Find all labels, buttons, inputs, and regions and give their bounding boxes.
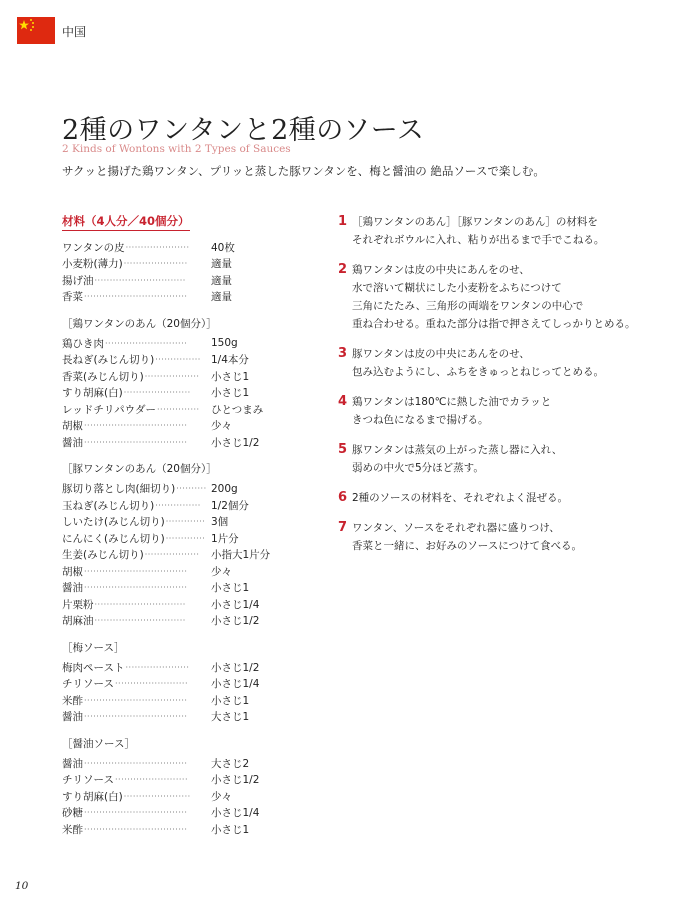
ingredient-quantity: 少々: [211, 565, 232, 578]
step-number: 7: [338, 520, 348, 535]
ingredient-name: しいたけ(みじん切り): [62, 516, 165, 529]
ingredient-quantity: 150g: [211, 337, 238, 350]
step-text-line: 包み込むようにし、ふちをきゅっとねじってとめる。: [352, 366, 604, 378]
dot-leader: ······················: [123, 791, 191, 801]
ingredient-row: [62, 755, 282, 772]
ingredient-row: [62, 434, 282, 451]
ingredient-row: [62, 514, 282, 531]
ingredient-quantity: 3個: [211, 516, 229, 529]
ingredient-row: [62, 385, 282, 402]
dot-leader: ··································: [84, 808, 188, 818]
ingredient-name: チリソース: [62, 774, 114, 787]
ingredient-row: [62, 772, 282, 789]
ingredient-name: 香菜(みじん切り): [62, 370, 144, 383]
ingredient-name: 長ねぎ(みじん切り): [62, 354, 155, 367]
dot-leader: ··················: [144, 371, 200, 381]
ingredients-section: [62, 213, 282, 838]
step-item: [338, 519, 638, 555]
ingredient-name: 醤油: [62, 582, 83, 595]
step-item: [338, 489, 638, 507]
ingredient-row: [62, 418, 282, 435]
dot-leader: ························: [114, 679, 189, 689]
ingredient-quantity: 大さじ2: [211, 757, 250, 770]
ingredient-row: [62, 239, 282, 256]
ingredient-name: 小麦粉(薄力): [62, 258, 123, 271]
ingredient-row: [62, 613, 282, 630]
step-text-line: それぞれボウルに入れ、粘りが出るまで手でこねる。: [352, 234, 605, 246]
dot-leader: ·····················: [123, 259, 188, 269]
dot-leader: ·····················: [125, 242, 190, 252]
ingredient-row: [62, 659, 282, 676]
ingredient-name: すり胡麻(白): [62, 790, 123, 803]
ingredient-name: ワンタンの皮: [62, 241, 125, 254]
step-number: 4: [338, 394, 348, 409]
ingredient-quantity: 小さじ1/4: [211, 678, 260, 691]
china-flag-icon: [17, 17, 55, 44]
ingredient-quantity: 小さじ1: [211, 694, 250, 707]
country-label: 中国: [62, 25, 87, 39]
ingredient-name: 米酢: [62, 823, 83, 836]
ingredient-row: [62, 289, 282, 306]
recipe-subtitle: 2 Kinds of Wontons with 2 Types of Sauces: [62, 143, 291, 155]
dot-leader: ··································: [84, 758, 188, 768]
dot-leader: ··································: [84, 695, 188, 705]
step-number: 5: [338, 442, 348, 457]
dot-leader: ···············: [155, 355, 201, 365]
step-item: [338, 393, 638, 429]
ingredient-name: 砂糖: [62, 807, 83, 820]
dot-leader: ··································: [84, 583, 188, 593]
ingredients-heading: 材料（4人分／40個分）: [62, 213, 190, 231]
step-number: 1: [338, 214, 348, 229]
step-text-line: ［鶏ワンタンのあん］［豚ワンタンのあん］の材料を: [352, 216, 598, 228]
ingredient-row: [62, 709, 282, 726]
dot-leader: ······························: [94, 616, 186, 626]
step-number: 2: [338, 262, 348, 277]
dot-leader: ······················: [123, 388, 191, 398]
ingredient-quantity: 1/2個分: [211, 499, 249, 512]
ingredient-row: [62, 805, 282, 822]
ingredient-quantity: 少々: [211, 790, 232, 803]
ingredient-name: チリソース: [62, 678, 114, 691]
dot-leader: ··································: [84, 566, 188, 576]
steps-section: [338, 213, 638, 567]
ingredient-row: [62, 563, 282, 580]
step-text-line: 水で溶いて糊状にした小麦粉をふちにつけて: [352, 282, 562, 294]
ingredient-name: 醤油: [62, 436, 83, 449]
recipe-intro: サクッと揚げた鶏ワンタン、プリッと蒸した豚ワンタンを、梅と醤油の 絶品ソースで楽しむ。: [62, 164, 545, 178]
dot-leader: ··································: [84, 437, 188, 447]
ingredient-quantity: 小さじ1/2: [211, 774, 260, 787]
ingredient-quantity: 適量: [211, 274, 232, 287]
ingredient-name: 醤油: [62, 757, 83, 770]
ingredient-group-heading: ［鶏ワンタンのあん（20個分）］: [62, 317, 217, 330]
ingredient-quantity: 200g: [211, 482, 238, 495]
ingredient-row: [62, 676, 282, 693]
ingredient-row: [62, 335, 282, 352]
ingredient-quantity: ひとつまみ: [211, 403, 264, 416]
ingredient-name: 米酢: [62, 694, 83, 707]
ingredient-name: レッドチリパウダー: [62, 403, 156, 416]
ingredient-name: すり胡麻(白): [62, 387, 123, 400]
ingredient-quantity: 小さじ1/2: [211, 661, 260, 674]
step-text-line: 三角にたたみ、三角形の両端をワンタンの中心で: [352, 300, 584, 312]
dot-leader: ························: [114, 775, 189, 785]
dot-leader: ··································: [84, 824, 188, 834]
ingredient-quantity: 少々: [211, 420, 232, 433]
dot-leader: ·············: [165, 533, 206, 543]
dot-leader: ··················: [144, 550, 200, 560]
step-item: [338, 213, 638, 249]
ingredient-row: [62, 821, 282, 838]
ingredient-quantity: 適量: [211, 291, 232, 304]
dot-leader: ······························: [94, 599, 186, 609]
step-number: 3: [338, 346, 348, 361]
ingredient-quantity: 適量: [211, 258, 232, 271]
ingredient-row: [62, 272, 282, 289]
step-text-line: きつね色になるまで揚げる。: [352, 414, 489, 426]
dot-leader: ·············: [165, 517, 206, 527]
ingredient-row: [62, 547, 282, 564]
ingredient-quantity: 小さじ1/2: [211, 436, 260, 449]
step-item: [338, 261, 638, 333]
ingredient-quantity: 小さじ1/4: [211, 598, 260, 611]
ingredient-name: 醤油: [62, 711, 83, 724]
ingredient-quantity: 小さじ1: [211, 582, 250, 595]
ingredient-name: にんにく(みじん切り): [62, 532, 165, 545]
ingredient-name: 香菜: [62, 291, 83, 304]
page-number: 10: [15, 880, 29, 892]
ingredient-row: [62, 788, 282, 805]
ingredient-name: 玉ねぎ(みじん切り): [62, 499, 155, 512]
dot-leader: ··································: [84, 712, 188, 722]
dot-leader: ···························: [105, 338, 188, 348]
ingredient-name: 胡麻油: [62, 615, 94, 628]
dot-leader: ··········: [176, 484, 207, 494]
ingredient-row: [62, 497, 282, 514]
ingredient-row: [62, 530, 282, 547]
ingredient-row: [62, 401, 282, 418]
ingredient-group-heading: ［醤油ソース］: [62, 737, 135, 750]
ingredient-name: 揚げ油: [62, 274, 94, 287]
step-item: [338, 345, 638, 381]
step-text-line: 鶏ワンタンは180℃に熱した油でカラッと: [352, 396, 552, 408]
ingredient-row: [62, 481, 282, 498]
ingredient-quantity: 小さじ1: [211, 387, 250, 400]
dot-leader: ··································: [84, 421, 188, 431]
step-text-line: 豚ワンタンは皮の中央にあんをのせ、: [352, 348, 530, 360]
step-text-line: 2種のソースの材料を、それぞれよく混ぜる。: [352, 492, 568, 504]
step-text-line: ワンタン、ソースをそれぞれ器に盛りつけ、: [352, 522, 560, 534]
ingredient-quantity: 小さじ1/4: [211, 807, 260, 820]
ingredient-row: [62, 368, 282, 385]
ingredient-quantity: 小さじ1: [211, 823, 250, 836]
ingredient-quantity: 大さじ1: [211, 711, 250, 724]
step-number: 6: [338, 490, 348, 505]
ingredient-quantity: 40枚: [211, 241, 235, 254]
ingredient-group-heading: ［梅ソース］: [62, 641, 125, 654]
dot-leader: ··············: [156, 404, 200, 414]
ingredient-name: 梅肉ペースト: [62, 661, 125, 674]
ingredient-quantity: 1/4本分: [211, 354, 249, 367]
step-item: [338, 441, 638, 477]
ingredient-quantity: 小指大1片分: [211, 549, 271, 562]
dot-leader: ···············: [155, 500, 201, 510]
ingredient-name: 豚切り落とし肉(細切り): [62, 483, 176, 496]
ingredient-name: 胡椒: [62, 565, 83, 578]
ingredient-quantity: 1片分: [211, 532, 239, 545]
ingredient-name: 鶏ひき肉: [62, 337, 104, 350]
dot-leader: ······························: [94, 275, 186, 285]
ingredient-row: [62, 352, 282, 369]
ingredient-row: [62, 580, 282, 597]
ingredient-quantity: 小さじ1: [211, 370, 250, 383]
ingredient-name: 生姜(みじん切り): [62, 549, 144, 562]
step-text-line: 香菜と一緒に、お好みのソースにつけて食べる。: [352, 540, 583, 552]
ingredient-row: [62, 596, 282, 613]
step-text-line: 弱めの中火で5分ほど蒸す。: [352, 462, 484, 474]
recipe-title: 2種のワンタンと2種のソース: [62, 115, 425, 146]
ingredient-name: 片栗粉: [62, 598, 94, 611]
dot-leader: ··································: [84, 292, 188, 302]
step-text-line: 豚ワンタンは蒸気の上がった蒸し器に入れ、: [352, 444, 563, 456]
ingredient-row: [62, 256, 282, 273]
ingredient-row: [62, 692, 282, 709]
step-text-line: 重ね合わせる。重ねた部分は指で押さえてしっかりとめる。: [352, 318, 636, 330]
ingredient-quantity: 小さじ1/2: [211, 615, 260, 628]
ingredient-name: 胡椒: [62, 420, 83, 433]
dot-leader: ·····················: [125, 662, 190, 672]
ingredient-group-heading: ［豚ワンタンのあん（20個分）］: [62, 463, 217, 475]
step-text-line: 鶏ワンタンは皮の中央にあんをのせ、: [352, 264, 530, 276]
ingredient-groups: [62, 239, 282, 838]
